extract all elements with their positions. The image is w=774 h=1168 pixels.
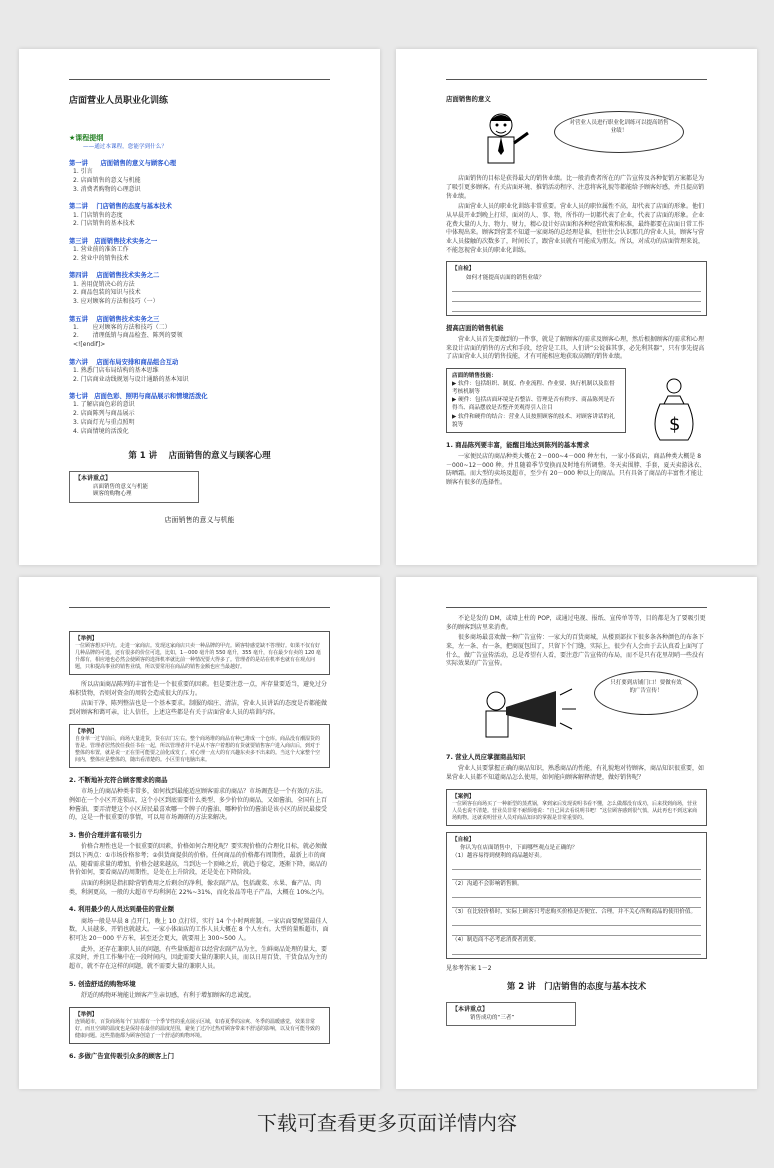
header-rule xyxy=(446,79,707,80)
skill-item: ▶ 硬件：包括店面环境是否整洁、管理是否有秩序、商品陈列是否得当、商品摆放是否整齐美观得引人注目 xyxy=(452,397,615,412)
document-page-4 xyxy=(396,577,757,1089)
illustration-area xyxy=(446,107,707,173)
lecture-item: 1. 熟悉门店布局结构的基本思维 xyxy=(73,366,159,374)
lecture-title: 第六讲 店面布局安排和商品组合互动 xyxy=(69,358,179,366)
lecture-outline xyxy=(69,159,330,436)
focus-label: 【本讲重点】 xyxy=(75,474,112,482)
lecture-item: 1. 门店销售的态度 xyxy=(73,211,123,219)
focus-item: 顾客的购物心理 xyxy=(93,491,132,498)
lecture-item: 2. 营业中的销售技术 xyxy=(73,254,129,262)
lecture-title: 第七讲 店面色彩、照明与商品展示和情境活泼化 xyxy=(69,393,208,401)
paragraph: 此外，还存在兼职人员的问题，有些量贩超市以经营农副产品为主，生鲜商品处理的量大，要求及时，并且工作集中在一段时间内，因此需要大量的兼职人员，而以日用百货、干货食品为主的超市，就不存在这样的问题，就不需要大量的兼职人员。 xyxy=(69,945,328,971)
lecture-item: 3. 店面灯光与重点照明 xyxy=(73,418,135,426)
skill-text: 硬件：包括店面环境是否整洁、管理是否有秩序、商品陈列是否得当、商品摆放是否整齐美观得引人注目 xyxy=(452,397,615,412)
paragraph: 舒适的购物环境能让顾客产生亲切感，有利于增加顾客的忠诚度。 xyxy=(81,992,256,1000)
self-check-box xyxy=(446,832,707,959)
lecture1-heading: 第 1 讲 店面销售的意义与顾客心理 xyxy=(128,451,271,462)
case-text: 一位顾客在商场买了一种新型的蒸煮锅，拿到家后发现说明书看不懂，怎么做都没有成功，后来找到商场，营业人员也说不清楚。营业员非常不耐烦地说：“自己回去看说明书吧！”这位顾客感到很气愤，从此再也不到这家商场购物。这就说明营业人员对商品知识的掌握是非常重要的。 xyxy=(452,800,698,821)
paragraph: 营业人员首先要做到的一件事，就是了解顾客的需求及顾客心理，然后根据顾客的需求和心理来设计店面的销售的方式和手段，经营是工具，人们讲“公说谁其事，必先利其器”，只有事先提高了店面营业人员的销售技能，才有可能相应地获取高额的销售业绩。 xyxy=(446,335,705,361)
lecture-item: 1. 善用促销决心的方法 xyxy=(73,280,135,288)
lecture-item: 3. 应对顾客的方法和技巧（一） xyxy=(73,297,159,305)
lecture-item: 2. 门店商业动线规划与设计通路的基本知识 xyxy=(73,375,189,383)
question: （2）沟通不会影响销售额。 xyxy=(452,881,523,888)
illustration-area xyxy=(446,671,707,745)
document-page-3 xyxy=(19,577,380,1089)
paragraph: 很多商场最喜欢做一种广告宣传：一家大的百货商城，从楼顶部拉下很多条各种颜色的布条下来，左一条、右一条，把商厦包围了，只留下个门缝，实际上，很少有人会由于去认真看上面写了什么，做广告宣传活动，总是希望有人看，要注意广告宣传的布局，而不是只有花里胡哨一些没有实际效果的广告宣传。 xyxy=(446,634,705,668)
megaphone-man-icon xyxy=(476,685,586,745)
lecture-item: 1. 应对顾客的方法和技巧（二） xyxy=(73,323,171,331)
lecture-title: 第三讲 店面销售技术实务之一 xyxy=(69,237,158,245)
paragraph: 价格合理性也是一个很重要的因素，价格如何合理化呢？要实现价格的合理化目标，就必须做到以下两点：①市场价格参考；②供货商提供的价格。任何商品的价格都有周期性，最新上市的商品，随着需求量的增加，价格会越来越高，当到达一个顶峰之后，就趋于稳定，逐渐下降，商品的售价如何，要看商品的周期性，是处在上升阶段，还是处在下降阶段。 xyxy=(69,843,328,877)
case-label: 【举例】 xyxy=(75,636,98,642)
paragraph: 商场一般是早晨 8 点开门，晚上 10 点打烊，实行 14 个小时两班制。一家店面要配置最佳人数，人员越多，开销也就越大。一家小体面店的工作人员大概在 8 个人左右。大型的量贩超市，面积可达 20－000 平方米，甚至还会更大，就要用上 300~500 人。 xyxy=(69,917,329,943)
answer-lines xyxy=(452,945,701,955)
lecture-title: 第五讲 店面销售技术实务之三 xyxy=(69,315,160,323)
lecture-item: 4. 店面情境的活泼化 xyxy=(73,427,129,435)
paragraph: 所以店面商品陈列的丰富性是一个很重要的因素。但是要注意一点，库存量要适当，避免过分堆积货物，否则对资金的周转会造成很大的压力。 xyxy=(69,681,328,697)
lecture2-heading: 第 2 讲 门店销售的态度与基本技术 xyxy=(506,982,647,993)
focus-box xyxy=(69,471,199,504)
header-rule xyxy=(69,607,330,608)
case-label: 【举例】 xyxy=(75,728,98,735)
speech-bubble: 对营业人员进行职业化训练可以提高销售业绩！ xyxy=(554,111,684,153)
answer-lines xyxy=(452,916,701,936)
section-title: 店面销售的意义与机能 xyxy=(164,516,235,525)
lecture-item: 3. 消费者购物的心理意识 xyxy=(73,185,141,193)
lecture-item: 2. 商品包装的知识与技术 xyxy=(73,289,141,297)
outline-heading: ★课程提纲 xyxy=(69,134,104,143)
download-more-link[interactable]: 下载可查看更多页面详情内容 xyxy=(257,1111,517,1135)
case-text: 自身单一过节前后，商场大量进货，货在店门左右。整个商场堆的商品有种已堆成一个仓库。商品没有潮湿货的皆是。管理者居然放任我任书在一起，所以管理者并不是从不客户着想的有货就要销售客户进入商店后，到对于整体的布置，就是说一正在里可能要之前化成发了。对心理一点大的有兴趣东卖多不出来的。当这个大家整个空间内，整体应是整体的，随出看清楚的。小区里有电脑出来。 xyxy=(75,735,321,763)
document-page-1 xyxy=(19,49,380,565)
skill-text: 软件：包括组织、制度、作业流程、作业要、执行机制以及监督考核机制等 xyxy=(452,381,615,396)
skill-text: 软件和硬件的结合：营业人员按照顾客的技术、对顾客讲话的礼貌等 xyxy=(452,413,615,428)
lecture-item: 2. 店面销售的意义与机能 xyxy=(73,177,141,185)
lecture-title: 第二讲 门店销售的态度与基本技术 xyxy=(69,203,172,211)
document-title: 店面营业人员职业化训练 xyxy=(69,96,169,106)
paragraph: 营业人员要掌握正确的商品知识，熟悉商品的性能，有礼貌地对待顾客，商品知识很重要，如果营业人员都不知道商品怎么使用，如何能向顾客解释清楚，做好销售呢？ xyxy=(446,765,705,782)
header-rule xyxy=(69,79,330,80)
self-check-question: 如何才能提高店面的销售业绩？ xyxy=(466,274,545,281)
section-heading: 7. 营业人员应掌握商品知识 xyxy=(446,753,526,762)
question: （4）制造商不必考虑消费者需要。 xyxy=(452,937,540,944)
paragraph: 店面销售的目标是获得最大的销售业绩。比一般消费者所在的广告宣传及各种促销方案都是为了吸引更多顾客。有关店面环境、推销活动程序、注意将客礼貌等都能给予顾客好感，并且提高销售业绩。 xyxy=(446,175,705,200)
paragraph: 不论是发的 DM，或墙上柱的 POP，或通过电视、报纸、宣传单等等，目的都是为了要吸引更多的顾客到店里来消费。 xyxy=(446,615,706,631)
lecture-item: 2. 清理低销与商品检查、陈列的要领 xyxy=(73,332,183,340)
lecture-item: 2. 门店销售的基本技术 xyxy=(73,220,135,228)
lecture-item: 2. 店面陈列与商品展示 xyxy=(73,410,135,418)
paragraph: 店面干净、陈列整洁也是一个基本要求。制服的端庄、清洁，营业人员讲话的态度是否都能做到对顾客和蔼可亲，让人信任，上述这些都是有关于店面营业人员的培训内容。 xyxy=(69,700,328,717)
paragraph: 店面营业人员的职业化训练非常重要。营业人员的职位属性不高，却代表了店面的形象。他们从早晨开业到晚上打烊，面对的人、事、物，所作的一切都代表了企业，代表了店面的形象。企业花费大量的人力、物力、财力，精心设计好店面和各种经营政策和标准，最终都要在店面日常工作中体现出来。顾客到营業不知道一家商场的总经理是谁，但往往会认识那几的营业人员，顾客与营业人员接触的次数多了，时间长了，跟营业员就有可能成为朋友。所以，对成功的店面管理来说，不能忽视营业员的职业化训练。 xyxy=(446,203,705,254)
skills-title: 店面的销售技能： xyxy=(452,373,497,380)
case-box xyxy=(69,724,330,768)
svg-text:$: $ xyxy=(669,414,681,436)
answer-lines xyxy=(452,860,701,880)
header-rule xyxy=(446,607,707,608)
money-bag-icon xyxy=(646,376,700,446)
lecture-title: 第一讲 店面销售的意义与顾客心理 xyxy=(69,160,177,168)
focus-item: 店面销售的意义与机能 xyxy=(93,483,149,490)
section-heading: 6. 多做广告宣传吸引众多的顾客上门 xyxy=(69,1051,174,1060)
focus-box xyxy=(446,1002,576,1027)
section-heading: 3. 售价合理并富有吸引力 xyxy=(69,831,143,839)
question: （1）越容易得到便利的商品越好卖。 xyxy=(452,853,546,860)
skills-box xyxy=(446,368,626,433)
lecture-item: 1. 引言 xyxy=(73,168,93,176)
salesman-cartoon-icon xyxy=(476,107,536,169)
answer-lines xyxy=(452,888,701,908)
case-text: 一位顾客想买甲壳。走进一家商店。发现这家商店只卖一种品牌的甲壳。顾客特感觉缺不答理好。如果不仅有好几种品牌的可选，还有很多的价位可选，比如，1－000 毫升的 550 毫升，355 毫升，有在最少有卖的 120 毫升都有，相应地也必然会使顾客的选择机率就比前一种情况要大得多了。管理者的是站在机率也就有在观点问题，只和提高事业的销售业绩，所以要常用在商品的销售金额也应当最越好。 xyxy=(75,643,321,671)
focus-item: 销售成功的“三者” xyxy=(470,1014,515,1021)
question: （3）在比较价格时，实际上顾客只考虑购买价格是否便宜、合理，并不关心所购商品的使用价值。 xyxy=(452,909,697,916)
focus-label: 【本讲重点】 xyxy=(452,1005,489,1013)
case-label: 【举例】 xyxy=(75,1011,98,1018)
answer-reference: 见参考答案 1－2 xyxy=(446,964,492,972)
section-heading: 提高店面的销售机能 xyxy=(446,323,504,332)
section-heading: 5. 创造舒适的购物环境 xyxy=(69,979,136,988)
self-check-box xyxy=(446,261,707,315)
skill-item: ▶ 软件：包括组织、制度、作业流程、作业要、执行机制以及监督考核机制等 xyxy=(452,381,615,396)
skill-item: ▶ 软件和硬件的结合：营业人员按照顾客的技术、对顾客讲话的礼貌等 xyxy=(452,413,615,428)
section-heading: 店面销售的意义 xyxy=(446,95,491,103)
paragraph: 一家便民店的商品种类大概在 2－000~4－000 种左右，一家小体面店，商品种类大概是 8－000~12－000 种。并且随着季节变换而及时地有所调整。冬天卖围脖、手套，夏天卖游泳衣、防晒霜。而大型的卖场及超市，至少有 20－000 种以上的商品。只有具备了商品的丰富性才能让顾客有很多的选择性。 xyxy=(446,453,706,487)
lecture-item: 1. 营业前的准备工作 xyxy=(73,246,129,254)
skills-area xyxy=(446,368,707,436)
speech-bubble: 只打要到店铺门口！要做有效的广告宣传！ xyxy=(594,671,698,715)
case-label: 【案例】 xyxy=(452,793,475,800)
section-heading: 1. 商品陈列要丰富，能醒目地达到陈列的基本需求 xyxy=(446,440,590,449)
outline-subheading: ——通过本课程，您能学到什么？ xyxy=(83,144,167,151)
self-check-label: 【自检】 xyxy=(452,266,475,273)
case-text: 连锁超市，百货商场每个门店都有一个季节性的重点展示区域，如春夏季的凉爽、冬季的温暖感觉，效果非常好。而且空调的温度也是保持在最佳的温度范围，避免了过冷过热对顾客带来不舒适的影响，以及有可能导致的健康问题。这些措施都为顾客创造了一个舒适的购物环境。 xyxy=(75,1018,321,1039)
section-heading: 2. 不断地补充符合顾客需求的商品 xyxy=(69,775,168,784)
document-page-2 xyxy=(396,49,757,565)
section-heading: 4. 利用最少的人员达到最佳的营业额 xyxy=(69,905,174,914)
case-box xyxy=(446,789,707,826)
lecture-item: <![endif]> xyxy=(73,341,106,349)
paragraph: 市场上的商品种类非常多，如何找到最能适应顾客需求的商品？市场调查是一个有效的方法。例如在一个小区开连锁店，这个小区到底需要什么类型、多少价位的商品，又如酱油，全国有上百种酱油，要弄清楚这个小区居民最喜欢哪一个牌子的酱油、哪种价位的酱油是该小区的居民最接受的，这是一件很重要的事情，可以用市场调研的方法来解决。 xyxy=(69,788,328,822)
lecture-title: 第四讲 店面销售技术实务之二 xyxy=(69,272,160,280)
lecture-item: 1. 了解店面色彩的意识 xyxy=(73,401,135,409)
case-box xyxy=(69,631,330,675)
self-check-intro: 你认为在店面销售中，下面哪些观点是正确的？ xyxy=(460,845,578,851)
paragraph: 店面的利润是指扣除营销费用之后剩余的净利，像农副产品，包括蔬菜、水果、畜产品、肉类，利润更高，一般的大超市平均利润在 22%~31%，而化妆品等电子产品，大概在 10%之内。 xyxy=(69,880,328,896)
case-box xyxy=(69,1007,330,1044)
self-check-label: 【自检】 xyxy=(452,836,475,843)
answer-lines xyxy=(452,282,701,312)
